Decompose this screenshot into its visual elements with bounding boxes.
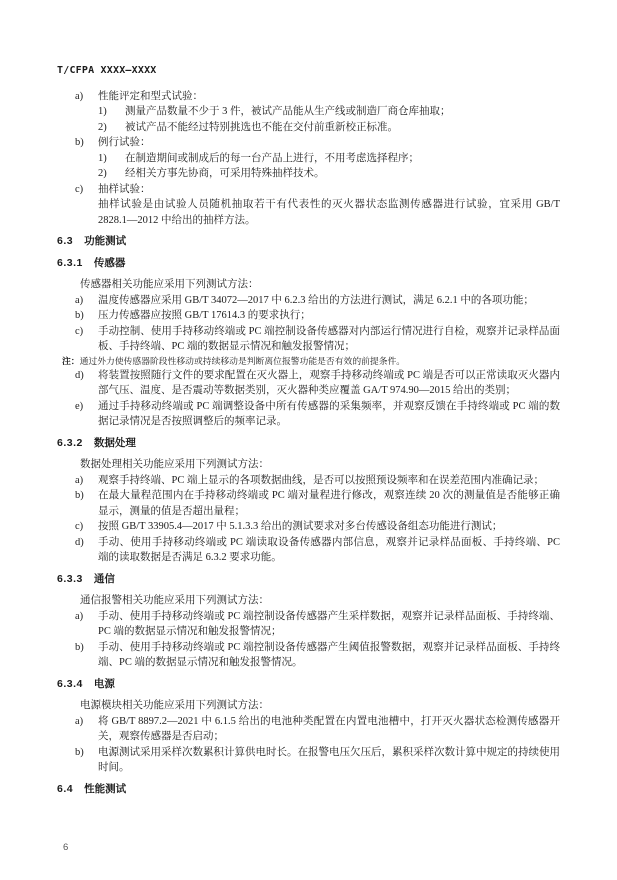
clause-intro: 通信报警相关功能应采用下列测试方法：	[80, 595, 269, 606]
list-item-text: 将 GB/T 8897.2—2021 中 6.1.5 给出的电池种类配置在内置电池槽中，打开灭火器状态检测传感器开关，观察传感器是否启动；	[98, 715, 560, 742]
list-item-text: 温度传感器应采用 GB/T 34072—2017 中 6.2.3 给出的方法进行测试，满足 6.2.1 中的各项功能；	[98, 294, 534, 306]
list-item-label: b)	[75, 137, 84, 148]
list-item-text: 电源测试采用采样次数累积计算供电时长。在报警电压欠压后，累积采样次数计算中规定的持续使用时间。	[98, 746, 560, 773]
list-item-label: e)	[75, 400, 84, 412]
list-item	[75, 368, 560, 399]
list-item-text: 例行试验：	[98, 137, 151, 148]
list-item-text: 手动、使用手持移动终端或 PC 端控制设备传感器产生采样数据，观察并记录样品面板、手持终端、PC 端的数据显示情况和触发报警情况；	[98, 610, 560, 637]
list-item-label: b)	[75, 490, 84, 501]
sub-list-item-label: 2)	[98, 121, 107, 133]
section-heading-6-3-2	[57, 436, 560, 452]
data-processing-test-list	[57, 473, 560, 566]
list-item-text: 手动、使用手持移动终端或 PC 端读取设备传感器内部信息，观察并记录样品面板、手持终端、PC 端的读取数据是否满足 6.3.2 要求功能。	[98, 536, 560, 563]
list-item	[75, 135, 560, 151]
list-item-label: c)	[75, 325, 84, 337]
sub-list-item-text: 被试产品不能经过特别挑选也不能在交付前重新校正标准。	[125, 121, 398, 133]
list-item	[75, 535, 560, 566]
list-item	[75, 714, 560, 745]
list-item-text: 观察手持终端、PC 端上显示的各项数据曲线，是否可以按照预设频率和在误差范围内准确记录；	[98, 474, 544, 486]
list-item	[75, 89, 560, 105]
page-number: 6	[63, 842, 69, 853]
section-number: 6.4	[57, 782, 74, 795]
type-test-list	[57, 89, 560, 229]
list-item	[75, 609, 560, 640]
section-title: 传感器	[93, 256, 126, 269]
sub-list-item	[98, 151, 560, 167]
list-item	[75, 745, 560, 776]
section-title: 性能测试	[84, 782, 127, 795]
list-item	[75, 324, 560, 355]
section-number: 6.3.1	[57, 256, 83, 269]
section-number: 6.3.2	[57, 436, 83, 449]
list-item-label: a)	[75, 90, 84, 102]
list-item-label: b)	[75, 746, 84, 758]
sub-list-item-label: 2)	[98, 168, 107, 179]
sub-list-item-text: 经相关方事先协商，可采用特殊抽样技术。	[125, 168, 325, 179]
section-title: 通信	[93, 572, 115, 585]
sub-list-item-text: 测量产品数量不少于 3 件，被试产品能从生产线或制造厂商仓库抽取；	[125, 106, 451, 117]
list-item-label: b)	[75, 641, 84, 653]
list-item-label: c)	[75, 183, 84, 195]
section-title: 电源	[93, 677, 115, 690]
list-item-text: 手动控制、使用手持移动终端或 PC 端控制设备传感器对内部运行情况进行自检，观察并记录样品面板、手持终端、PC 端的数据显示情况和触发报警情况；	[98, 325, 560, 352]
list-item-label: d)	[75, 369, 84, 381]
list-item	[75, 519, 560, 535]
list-item	[75, 640, 560, 671]
sub-list-item	[98, 166, 560, 182]
section-title: 功能测试	[84, 235, 127, 247]
sub-list-item	[98, 120, 560, 136]
document-code: T/CFPA XXXX—XXXX	[57, 65, 157, 76]
note-label: 注：	[62, 355, 80, 366]
section-number: 6.3.4	[57, 677, 83, 690]
section-heading-6-3-3	[57, 572, 560, 588]
list-item-label: b)	[75, 310, 84, 321]
note	[62, 355, 560, 368]
list-item	[75, 488, 560, 519]
section-number: 6.3	[57, 235, 74, 247]
section-number: 6.3.3	[57, 572, 83, 585]
list-item-label: c)	[75, 521, 84, 532]
page-content	[57, 63, 560, 803]
clause-intro: 数据处理相关功能应采用下列测试方法：	[80, 459, 269, 470]
list-item	[75, 182, 560, 198]
list-item-text: 按照 GB/T 33905.4—2017 中 5.1.3.3 给出的测试要求对多台传感设备组态功能进行测试；	[98, 521, 503, 532]
list-item-label: a)	[75, 294, 84, 306]
list-item-text: 将装置按照随行文件的要求配置在灭火器上，观察手持移动终端或 PC 端是否可以正常读取灭火器内部气压、温度、是否震动等数据类别，灭火器种类应覆盖 GA/T 974.90—2015 给出的类别；	[98, 369, 560, 396]
list-item-text: 手动、使用手持移动终端或 PC 端控制设备传感器产生阈值报警数据，观察并记录样品面板、手持终端、PC 端的数据显示情况和触发报警情况。	[98, 641, 560, 668]
list-item	[75, 308, 560, 324]
sub-list-item-label: 1)	[98, 152, 107, 164]
section-heading-6-3-1	[57, 256, 560, 272]
sub-list-item-text: 在制造期间或制成后的每一台产品上进行，不用考虑选择程序；	[125, 152, 419, 164]
list-item-label: a)	[75, 474, 84, 486]
list-item-text: 通过手持移动终端或 PC 端调整设备中所有传感器的采集频率，并观察反馈在手持终端或 PC 端的数据记录情况是否按照调整后的频率记录。	[98, 400, 560, 427]
sub-list-item-label: 1)	[98, 106, 107, 117]
section-heading-6-3	[57, 234, 560, 250]
note-text: 通过外力使传感器阶段性移动或持续移动是判断离位报警功能是否有效的前提条件。	[79, 355, 406, 366]
list-item-text: 抽样试验：	[98, 183, 151, 195]
list-item-text: 性能评定和型式试验：	[98, 90, 203, 102]
power-test-list	[57, 714, 560, 776]
list-item	[75, 473, 560, 489]
clause-intro: 传感器相关功能应采用下列测试方法：	[80, 279, 259, 290]
section-title: 数据处理	[93, 436, 136, 449]
list-item-label: a)	[75, 715, 84, 727]
section-heading-6-4	[57, 782, 560, 798]
communication-test-list	[57, 609, 560, 671]
list-item	[75, 293, 560, 309]
sub-list-item	[98, 104, 560, 120]
list-item-text: 在最大量程范围内在手持移动终端或 PC 端对量程进行修改，观察连续 20 次的测量值是否能够正确显示，测量的值是否超出量程；	[98, 490, 560, 517]
list-item-paragraph: 抽样试验是由试验人员随机抽取若干有代表性的灭火器状态监测传感器进行试验，宜采用 GB/T 2828.1—2012 中给出的抽样方法。	[98, 199, 560, 226]
list-item-label: d)	[75, 536, 84, 548]
list-item-label: a)	[75, 610, 84, 622]
sensor-test-list	[57, 293, 560, 430]
list-item-text: 压力传感器应按照 GB/T 17614.3 的要求执行；	[98, 310, 311, 321]
section-heading-6-3-4	[57, 677, 560, 693]
clause-intro: 电源模块相关功能应采用下列测试方法：	[80, 700, 269, 711]
list-item	[75, 399, 560, 430]
